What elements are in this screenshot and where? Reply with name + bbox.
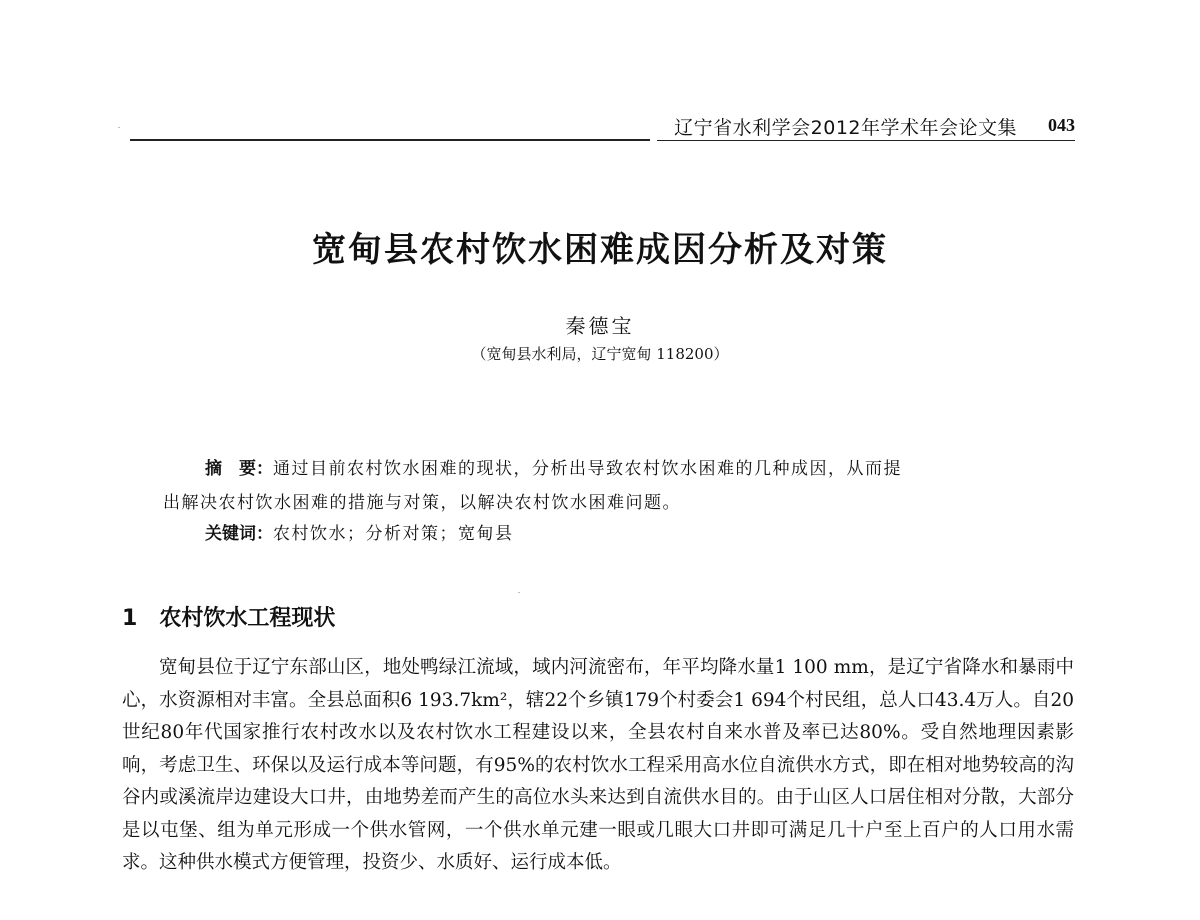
keywords <box>205 519 514 544</box>
page-number: 043 <box>1048 115 1075 135</box>
journal-name: 辽宁省水利学会2012年学术年会论文集 <box>674 117 1017 139</box>
section-heading <box>122 601 335 632</box>
author-affiliation: （宽甸县水利局，辽宁宽甸 118200） <box>471 345 729 363</box>
keywords-text: 农村饮水；分析对策；宽甸县 <box>273 524 514 544</box>
keywords-label: 关键词： <box>205 524 273 544</box>
abstract <box>163 452 1043 520</box>
abstract-line-2: 出解决农村饮水困难的措施与对策，以解决农村饮水困难问题。 <box>163 493 681 513</box>
section-title: 农村饮水工程现状 <box>159 606 336 631</box>
paper-title: 宽甸县农村饮水困难成因分析及对策 <box>312 230 888 270</box>
author-name: 秦德宝 <box>565 314 635 338</box>
abstract-line-1 <box>163 452 1043 486</box>
section-number: 1 <box>122 606 138 631</box>
header-rule-right <box>657 140 1075 141</box>
running-header <box>130 113 1075 143</box>
scan-speck <box>518 592 520 593</box>
body-paragraph: 宽甸县位于辽宁东部山区，地处鸭绿江流域，域内河流密布，年平均降水量1 100 mm，是辽宁省降水和暴雨中心，水资源相对丰富。全县总面积6 193.7km²，辖22个乡镇179个村委会1 694个村民组，总人口43.4万人。自20世纪80年代国家推行农村改水以及农村饮水工程建设以来，全县农村自来水普及率已达80%。受自然地理因素影响，考虑卫生、环保以及运行成本等问题，有95%的农村饮水工程采用高水位自流供水方式，即在相对地势较高的沟谷内或溪流岸边建设大口井，由地势差而产生的高位水头来达到自流供水目的。由于山区人口居住相对分散，大部分是以屯堡、组为单元形成一个供水管网，一个供水单元建一眼或几眼大口井即可满足几十户至上百户的人口用水需求。这种供水模式方便管理，投资少、水质好、运行成本低。 <box>122 657 1074 873</box>
abstract-text-1: 通过目前农村饮水困难的现状，分析出导致农村饮水困难的几种成因，从而提 <box>273 459 902 479</box>
scan-speck <box>118 127 120 128</box>
header-rule-left <box>130 139 650 141</box>
abstract-label: 摘 要： <box>205 459 273 479</box>
